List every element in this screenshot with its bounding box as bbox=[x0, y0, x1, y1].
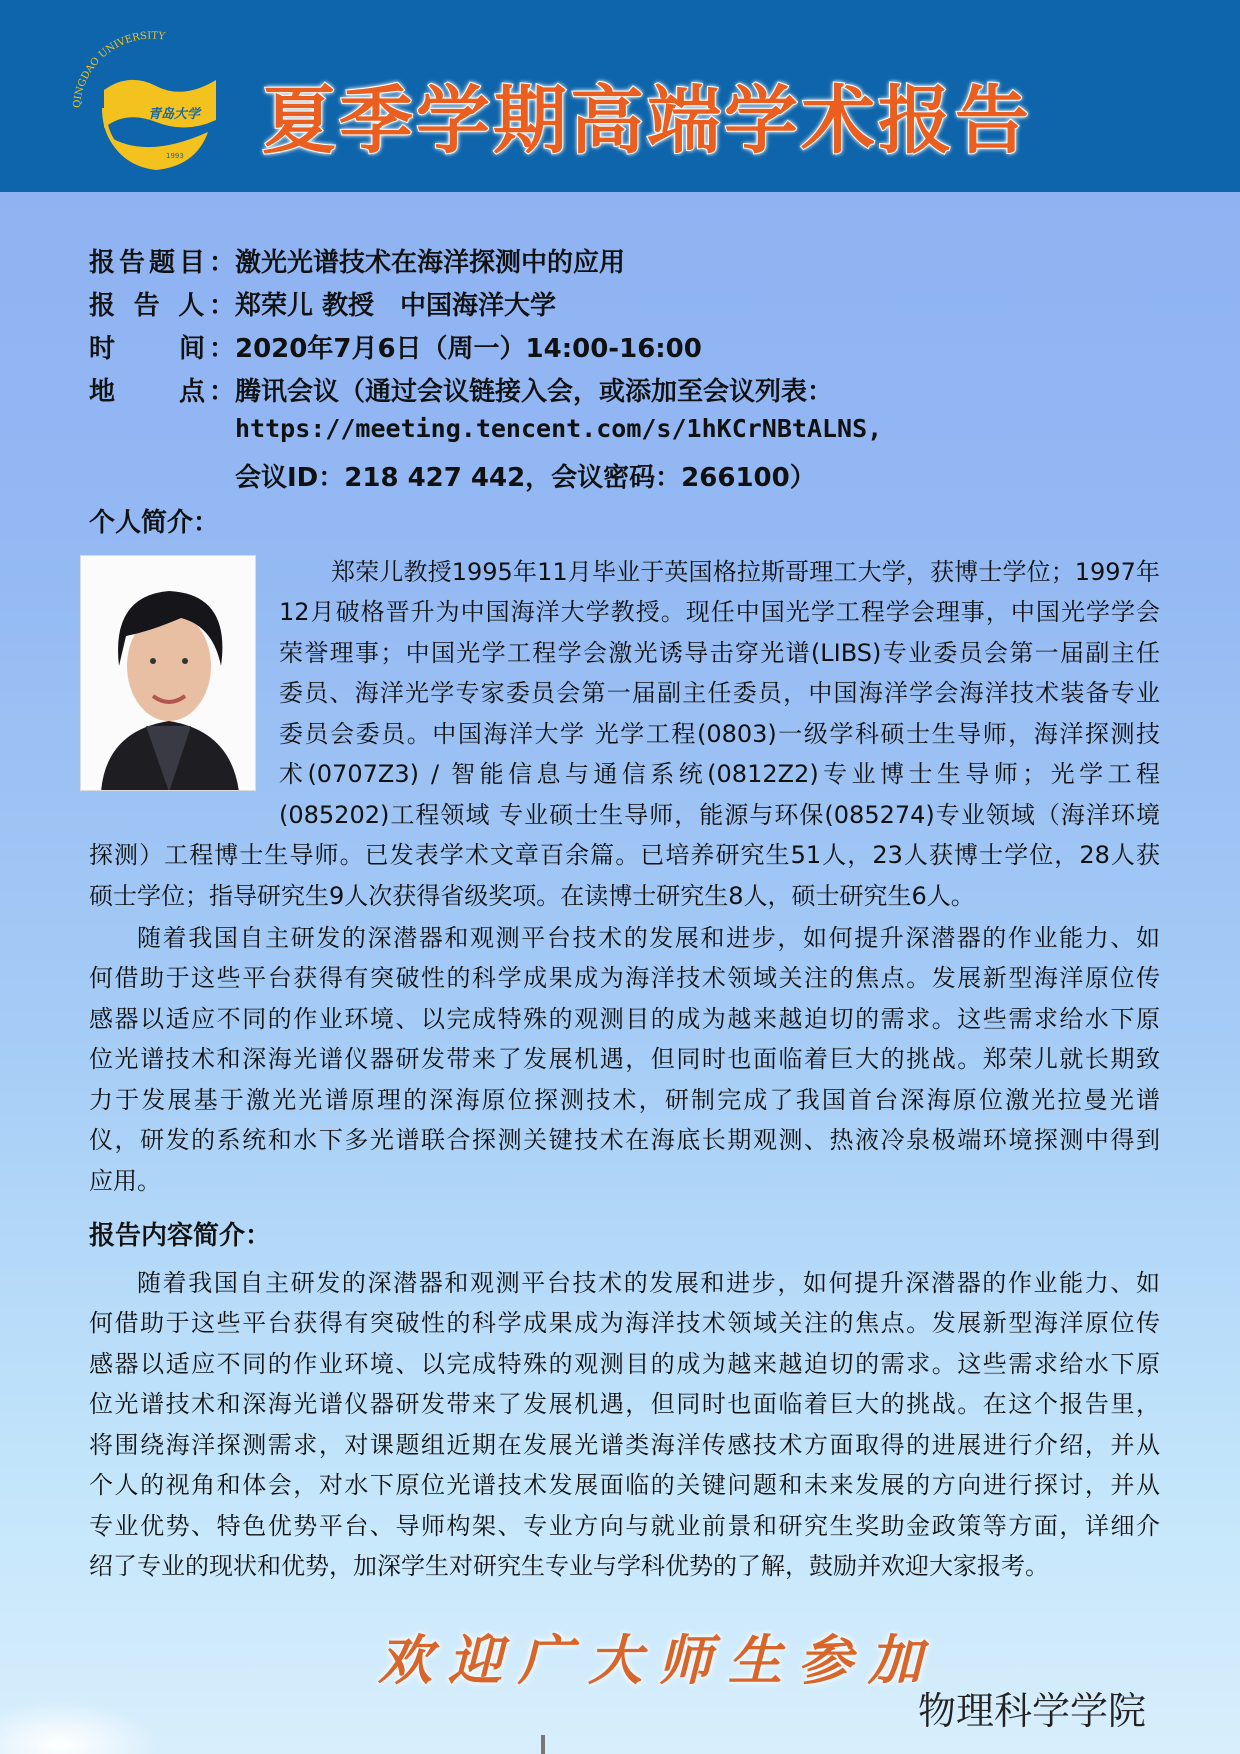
tower-silhouette bbox=[541, 1735, 545, 1754]
abstract-line: 专业优势、特色优势平台、导师构架、专业方向与就业前景和研究生奖助金政策等方面，详细介 bbox=[89, 1512, 1160, 1540]
cloud-decoration bbox=[0, 1700, 160, 1754]
logo-text: QINGDAO UNIVERSITY bbox=[71, 30, 166, 109]
info-speaker bbox=[89, 285, 557, 322]
info-label: 时 间： bbox=[89, 334, 235, 364]
bio-line: 委员会委员。中国海洋大学 光学工程(0803)一级学科硕士生导师，海洋探测技 bbox=[279, 720, 1160, 748]
info-value: 腾讯会议（通过会议链接入会，或添加至会议列表： bbox=[235, 377, 834, 407]
abstract-line: 感器以适应不同的作业环境、以完成特殊的观测目的成为越来越迫切的需求。这些需求给水下原 bbox=[89, 1350, 1160, 1378]
abstract-line: 何借助于这些平台获得有突破性的科学成果成为海洋技术领域关注的焦点。发展新型海洋原位传 bbox=[89, 1309, 1160, 1337]
logo-chinese: 青岛大学 bbox=[148, 107, 201, 122]
info-value: 激光光谱技术在海洋探测中的应用 bbox=[235, 248, 626, 278]
bio-line: 郑荣儿教授1995年11月毕业于英国格拉斯哥理工大学，获博士学位；1997年 bbox=[331, 558, 1160, 586]
poster-title: 夏季学期高端学术报告 bbox=[262, 78, 1032, 164]
header-banner bbox=[0, 0, 1240, 192]
para-line: 位光谱技术和深海光谱仪器研发带来了发展机遇，但同时也面临着巨大的挑战。郑荣儿就长期致 bbox=[89, 1045, 1160, 1073]
info-value: 郑荣儿 教授 中国海洋大学 bbox=[235, 291, 557, 321]
abstract-line: 个人的视角和体会，对水下原位光谱技术发展面临的关键问题和未来发展的方向进行探讨，并从 bbox=[89, 1471, 1160, 1499]
bio-line: (085202)工程领域 专业硕士生导师，能源与环保(085274)专业领域（海洋环境 bbox=[279, 801, 1160, 829]
bio-line: 委员、海洋光学专家委员会第一届副主任委员，中国海洋学会海洋技术装备专业 bbox=[279, 679, 1160, 707]
info-value: 2020年7月6日（周一）14:00-16:00 bbox=[235, 334, 702, 364]
bio-line: 12月破格晋升为中国海洋大学教授。现任中国光学工程学会理事，中国光学学会 bbox=[279, 598, 1160, 626]
abstract-line: 绍了专业的现状和优势，加深学生对研究生专业与学科优势的了解，鼓励并欢迎大家报考。 bbox=[89, 1552, 1049, 1580]
info-label: 地 点： bbox=[89, 377, 235, 407]
bio-line: 术(0707Z3) / 智能信息与通信系统(0812Z2)专业博士生导师；光学工程 bbox=[279, 760, 1160, 788]
bio-line: 硕士学位；指导研究生9人次获得省级奖项。在读博士研究生8人，硕士研究生6人。 bbox=[89, 882, 975, 910]
bio-line: 荣誉理事；中国光学工程学会激光诱导击穿光谱(LIBS)专业委员会第一届副主任 bbox=[279, 639, 1160, 667]
para-line: 仪，研发的系统和水下多光谱联合探测关键技术在海底长期观测、热液冷泉极端环境探测中得到 bbox=[89, 1126, 1160, 1154]
info-label: 报告题目： bbox=[89, 248, 235, 278]
bio-heading: 个人简介： bbox=[89, 508, 220, 538]
info-time bbox=[89, 328, 702, 365]
abstract-heading: 报告内容简介： bbox=[89, 1221, 272, 1251]
para-line: 应用。 bbox=[89, 1167, 161, 1195]
meeting-link[interactable]: https://meeting.tencent.com/s/1hKCrNBtALNS, bbox=[235, 414, 883, 443]
logo-year: 1993 bbox=[166, 152, 184, 160]
para-line: 随着我国自主研发的深潜器和观测平台技术的发展和进步，如何提升深潜器的作业能力、如 bbox=[137, 924, 1160, 952]
info-location bbox=[89, 371, 834, 408]
abstract-line: 位光谱技术和深海光谱仪器研发带来了发展机遇，但同时也面临着巨大的挑战。在这个报告里， bbox=[89, 1390, 1160, 1418]
welcome-slogan: 欢迎广大师生参加 bbox=[378, 1628, 938, 1692]
info-topic bbox=[89, 242, 626, 279]
bio-line: 探测）工程博士生导师。已发表学术文章百余篇。已培养研究生51人，23人获博士学位，28人获 bbox=[89, 841, 1160, 869]
abstract-line: 随着我国自主研发的深潜器和观测平台技术的发展和进步，如何提升深潜器的作业能力、如 bbox=[137, 1269, 1160, 1297]
speaker-photo bbox=[80, 555, 256, 791]
info-label: 报 告 人： bbox=[89, 291, 235, 321]
para-line: 感器以适应不同的作业环境、以完成特殊的观测目的成为越来越迫切的需求。这些需求给水下原 bbox=[89, 1005, 1160, 1033]
para-line: 力于发展基于激光光谱原理的深海原位探测技术，研制完成了我国首台深海原位激光拉曼光谱 bbox=[89, 1086, 1160, 1114]
university-logo bbox=[71, 30, 219, 174]
meeting-id: 会议ID：218 427 442，会议密码：266100） bbox=[235, 463, 816, 493]
abstract-line: 将围绕海洋探测需求，对课题组近期在发展光谱类海洋传感技术方面取得的进展进行介绍，并从 bbox=[89, 1431, 1160, 1459]
department-name: 物理科学学院 bbox=[918, 1689, 1147, 1733]
para-line: 何借助于这些平台获得有突破性的科学成果成为海洋技术领域关注的焦点。发展新型海洋原位传 bbox=[89, 964, 1160, 992]
